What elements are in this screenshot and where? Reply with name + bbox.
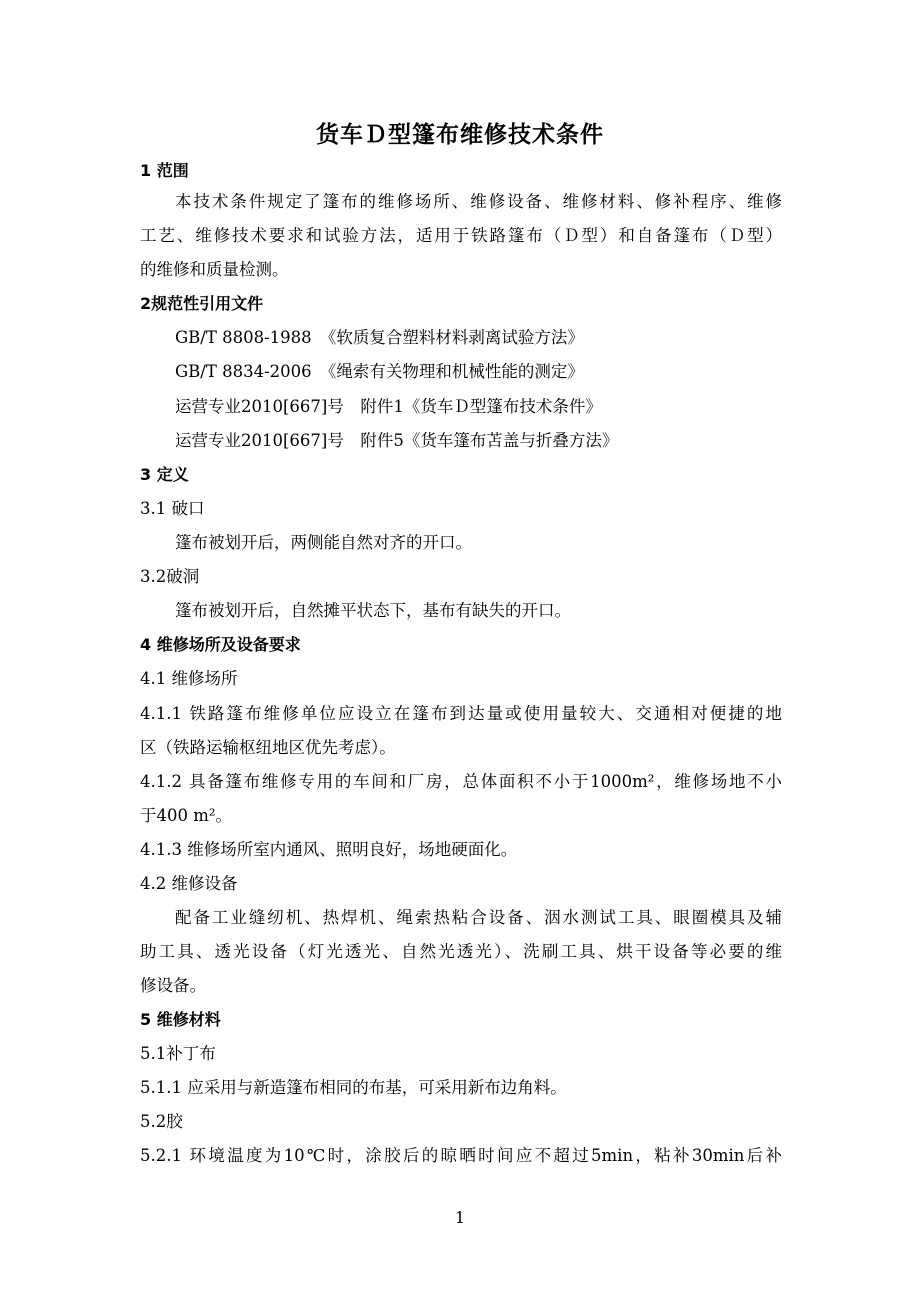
section-1-heading: 1 范围: [140, 161, 189, 180]
paragraph-line: 本技术条件规定了篷布的维修场所、维修设备、维修材料、修补程序、维修: [175, 192, 782, 211]
subsection-heading: 5.2胶: [140, 1112, 183, 1131]
subsection-heading: 3.1 破口: [140, 499, 205, 518]
section-3-heading: 3 定义: [140, 465, 189, 484]
paragraph-line: 4.1.2 具备篷布维修专用的车间和厂房，总体面积不小于1000m²，维修场地不小: [140, 772, 782, 791]
subsection-heading: 4.1 维修场所: [140, 669, 238, 688]
paragraph-line: 于400 m²。: [140, 806, 232, 825]
subsection-heading: 5.1补丁布: [140, 1044, 216, 1063]
paragraph-line: 助工具、透光设备（灯光透光、自然光透光）、洗刷工具、烘干设备等必要的维: [140, 942, 782, 961]
section-4-heading: 4 维修场所及设备要求: [140, 635, 301, 654]
subsection-heading: 3.2破洞: [140, 567, 200, 586]
section-2-heading: 2规范性引用文件: [140, 294, 264, 313]
subsection-heading: 4.2 维修设备: [140, 874, 238, 893]
paragraph-line: 修设备。: [140, 976, 206, 995]
paragraph-line: 区（铁路运输枢纽地区优先考虑）。: [140, 738, 396, 757]
section-5-heading: 5 维修材料: [140, 1010, 221, 1029]
page-number: 1: [454, 1208, 466, 1227]
paragraph-line: 篷布被划开后，两侧能自然对齐的开口。: [175, 533, 472, 552]
reference-item: 运营专业2010[667]号 附件5《货车篷布苫盖与折叠方法》: [175, 431, 619, 450]
paragraph-line: 工艺、维修技术要求和试验方法，适用于铁路篷布（Ｄ型）和自备篷布（Ｄ型）: [140, 226, 782, 245]
reference-item: GB/T 8834-2006 《绳索有关物理和机械性能的测定》: [175, 362, 584, 381]
document-title: 货车Ｄ型篷布维修技术条件: [316, 122, 604, 148]
paragraph-line: 5.2.1 环境温度为10℃时，涂胶后的晾晒时间应不超过5min，粘补30min后补: [140, 1146, 782, 1165]
paragraph-line: 配备工业缝纫机、热焊机、绳索热粘合设备、洇水测试工具、眼圈模具及辅: [175, 908, 782, 927]
paragraph-line: 篷布被划开后，自然摊平状态下，基布有缺失的开口。: [175, 601, 571, 620]
paragraph-line: 的维修和质量检测。: [140, 260, 289, 279]
paragraph-line: 4.1.1 铁路篷布维修单位应设立在篷布到达量或使用量较大、交通相对便捷的地: [140, 704, 782, 723]
reference-item: 运营专业2010[667]号 附件1《货车Ｄ型篷布技术条件》: [175, 397, 602, 416]
paragraph-line: 5.1.1 应采用与新造篷布相同的布基，可采用新布边角料。: [140, 1078, 567, 1097]
paragraph-line: 4.1.3 维修场所室内通风、照明良好，场地硬面化。: [140, 840, 518, 859]
reference-item: GB/T 8808-1988 《软质复合塑料材料剥离试验方法》: [175, 328, 584, 347]
